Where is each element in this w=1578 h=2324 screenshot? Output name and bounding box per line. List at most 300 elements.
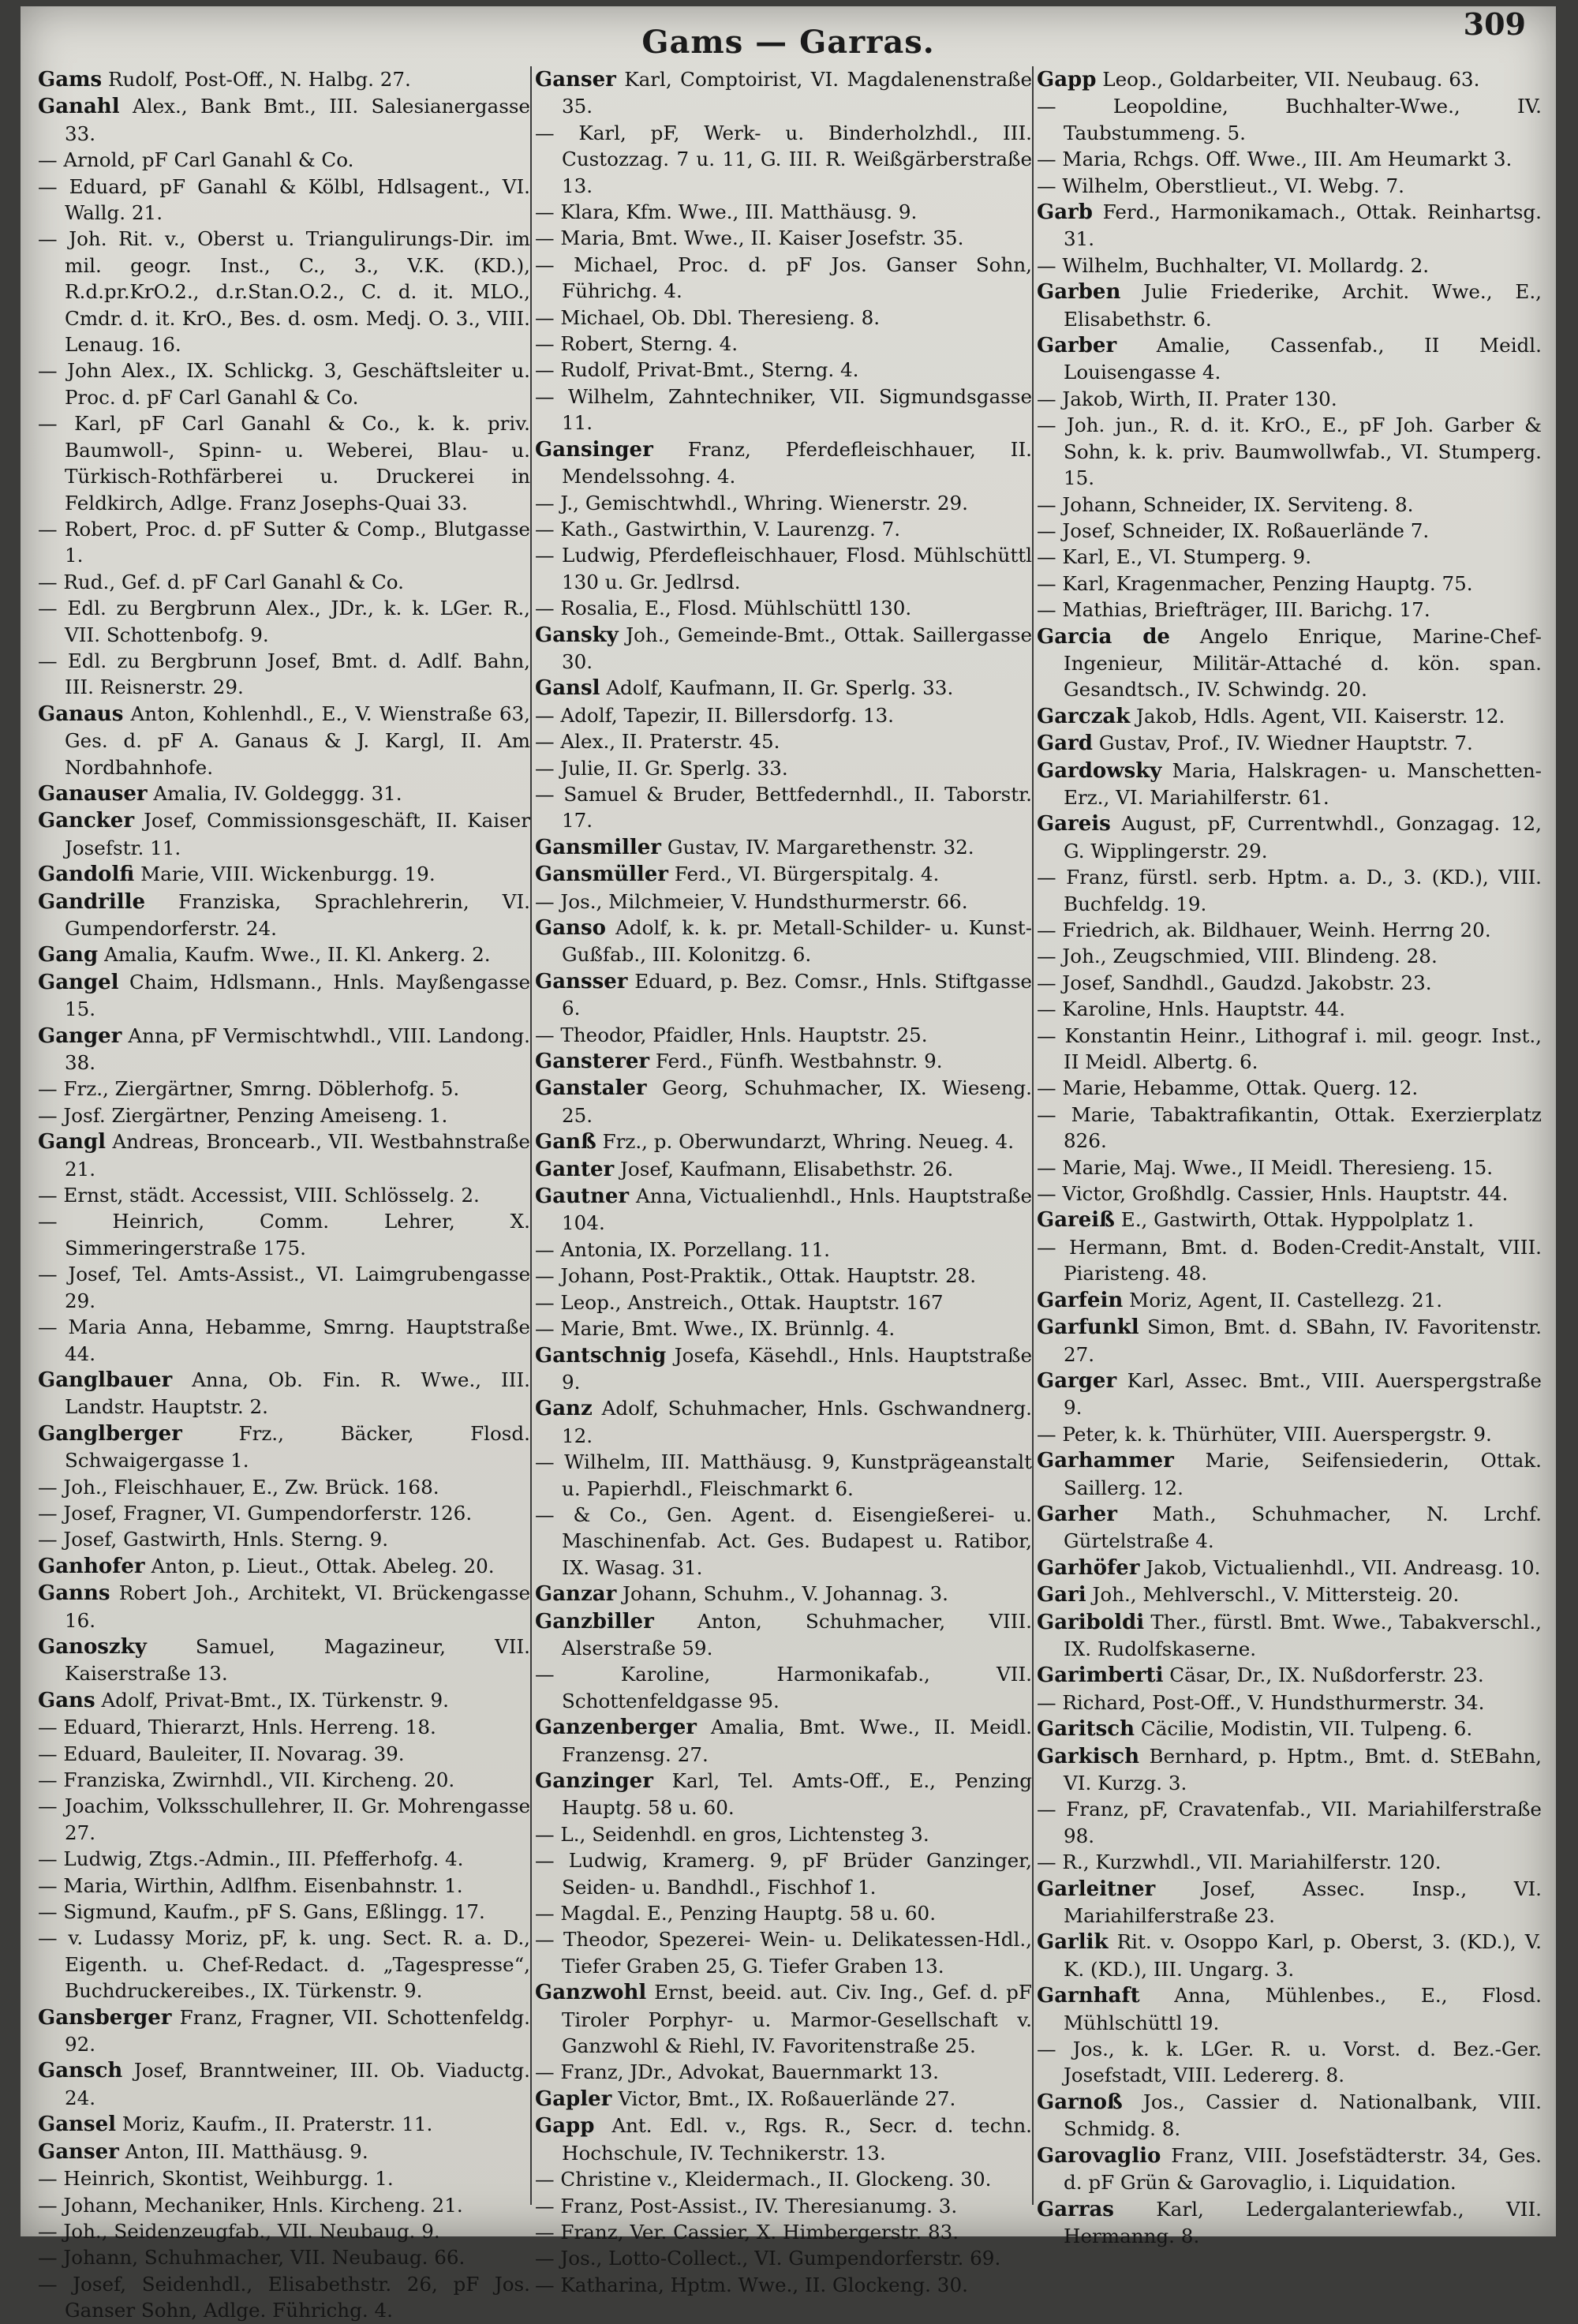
entry-text: — Jos., k. k. LGer. R. u. Vorst. d. Bez.-Ger. Josefstadt, VIII. Ledererg. 8. (1037, 2038, 1542, 2087)
entry-text: — Maria Anna, Hebamme, Smrng. Hauptstraße 44. (38, 1315, 530, 1365)
entry-text: Alex., Bank Bmt., III. Salesianergasse 33. (65, 95, 530, 145)
directory-entry (1037, 492, 1542, 518)
page-number: 309 (1463, 6, 1526, 42)
directory-entry (38, 969, 530, 1023)
entry-text: — Theodor, Spezerei- Wein- u. Delikatessen-Hdl., Tiefer Graben 25, G. Tiefer Graben 13. (535, 1928, 1032, 1978)
entry-text: Anton, Kohlenhdl., E., V. Wienstraße 63, Ges. d. pF A. Ganaus & J. Kargl, II. Am Nordbahnhofe. (65, 702, 530, 779)
directory-entry (1037, 1421, 1542, 1447)
entry-surname: Ganzbiller (535, 1609, 654, 1634)
entry-text: — Christine v., Kleidermach., II. Glockeng. 30. (535, 2168, 992, 2191)
directory-entry (38, 2271, 530, 2324)
entry-text: — Julie, II. Gr. Sperlg. 33. (535, 756, 788, 780)
entry-text: — Wilhelm, III. Matthäusg. 9, Kunstprägeanstalt u. Papierhdl., Fleischmarkt 6. (535, 1450, 1032, 1500)
entry-surname: Gardowsky (1037, 758, 1162, 783)
entry-surname: Gandrille (38, 889, 146, 914)
directory-entry (535, 1022, 1032, 1048)
entry-surname: Garfein (1037, 1288, 1124, 1312)
entry-text: Jakob, Victualienhdl., VII. Andreasg. 10. (1146, 1555, 1541, 1579)
directory-entry (1037, 1929, 1542, 1982)
directory-entry (535, 1821, 1032, 1847)
directory-entry (38, 2004, 530, 2058)
entry-text: — Arnold, pF Carl Ganahl & Co. (38, 148, 354, 172)
entry-surname: Garitsch (1037, 1717, 1135, 1742)
entry-text: Franz, Fragner, VII. Schottenfeldg. 92. (65, 2005, 530, 2056)
entry-text: Robert Joh., Architekt, VI. Brückengasse 16. (65, 1581, 530, 1632)
entry-surname: Ganzenberger (535, 1716, 697, 1740)
entry-text: Jakob, Hdls. Agent, VII. Kaiserstr. 12. (1136, 704, 1505, 728)
entry-surname: Garnhaft (1037, 1984, 1140, 2008)
entry-text: — Franz, pF, Cravatenfab., VII. Mariahilferstraße 98. (1037, 1798, 1542, 1847)
entry-surname: Ganter (535, 1157, 615, 1181)
entry-text: — Josef, Tel. Amts-Assist., VI. Laimgrubengasse 29. (38, 1263, 530, 1312)
entry-surname: Gangel (38, 970, 119, 994)
directory-entry (38, 2139, 530, 2165)
entry-text: Karl, Comptoirist, VI. Magdalenenstraße 35. (562, 68, 1032, 118)
directory-entry (1037, 1690, 1542, 1716)
entry-text: Joh., Gemeinde-Bmt., Ottak. Saillergasse 30. (562, 623, 1032, 673)
entry-text: Gustav, IV. Margarethenstr. 32. (667, 835, 974, 859)
directory-entry (535, 2166, 1032, 2192)
entry-text: Franziska, Sprachlehrerin, VI. Gumpendorferstr. 24. (65, 889, 530, 940)
entry-surname: Ganoszky (38, 1634, 147, 1659)
directory-entry (38, 1102, 530, 1128)
directory-entry (535, 595, 1032, 621)
entry-surname: Garczak (1037, 704, 1131, 728)
directory-entry (1037, 1102, 1542, 1155)
entry-text: Amalie, Cassenfab., II Meidl. Louisengasse 4. (1064, 334, 1542, 384)
entry-text: Ernst, beeid. aut. Civ. Ing., Gef. d. pF Tiroler Porphyr- u. Marmor-Gesellschaft v. Ganzwohl & Riehl, IV. Favoritenstraße 25. (562, 1981, 1032, 2058)
entry-text: — Konstantin Heinr., Lithograf i. mil. geogr. Inst., II Meidl. Albertg. 6. (1037, 1024, 1542, 1074)
directory-entry (535, 2086, 1032, 2113)
directory-entry (1037, 1368, 1542, 1421)
directory-entry (38, 1793, 530, 1846)
directory-entry (1037, 1447, 1542, 1501)
directory-entry (38, 66, 530, 93)
entry-surname: Ganzinger (535, 1769, 653, 1793)
directory-entry (38, 226, 530, 357)
entry-surname: Garfunkl (1037, 1315, 1139, 1340)
directory-entry (535, 490, 1032, 516)
entry-text: — Frz., Ziergärtner, Smrng. Döblerhofg. 5. (38, 1077, 460, 1101)
directory-entry (535, 1581, 1032, 1607)
directory-entry (38, 595, 530, 648)
entry-text: Anton, p. Lieut., Ottak. Abeleg. 20. (151, 1554, 495, 1577)
entry-text: Josef, Branntweiner, III. Ob. Viaductg. 24. (65, 2059, 530, 2109)
entry-text: Julie Friederike, Archit. Wwe., E., Elisabethstr. 6. (1064, 280, 1542, 331)
entry-text: Karl, Ledergalanteriewfab., VII. Hermanng. 8. (1064, 2197, 1542, 2247)
directory-entry (1037, 864, 1542, 917)
directory-entry (535, 915, 1032, 968)
entry-surname: Garras (1037, 2197, 1114, 2221)
directory-entry (535, 1315, 1032, 1342)
entry-text: — Josef, Seidenhdl., Elisabethstr. 26, pF Jos. Ganser Sohn, Adlge. Führichg. 4. (38, 2272, 530, 2322)
entry-text: — Rud., Gef. d. pF Carl Ganahl & Co. (38, 570, 405, 593)
entry-text: Angelo Enrique, Marine-Chef-Ingenieur, Militär-Attaché d. kön. span. Gesandtsch., IV. Schwindg. 20. (1064, 624, 1542, 702)
entry-surname: Gams (38, 68, 103, 92)
entry-text: Ant. Edl. v., Rgs. R., Secr. d. techn. Hochschule, IV. Technikerstr. 13. (562, 2114, 1032, 2165)
entry-text: — Rudolf, Privat-Bmt., Sterng. 4. (535, 358, 859, 382)
directory-entry (535, 516, 1032, 542)
column-3 (1037, 66, 1542, 2247)
directory-entry (1037, 810, 1542, 864)
entry-text: Andreas, Broncearb., VII. Westbahnstraße 21. (65, 1130, 530, 1181)
entry-surname: Gansky (535, 623, 619, 647)
directory-entry (38, 1500, 530, 1526)
entry-text: Victor, Bmt., IX. Roßauerlände 27. (618, 2086, 956, 2110)
directory-entry (1037, 1796, 1542, 1849)
entry-surname: Gariboldi (1037, 1610, 1145, 1634)
directory-entry (1037, 996, 1542, 1022)
entry-text: — Michael, Proc. d. pF Jos. Ganser Sohn, Führichg. 4. (535, 253, 1032, 303)
directory-entry (38, 1767, 530, 1793)
entry-text: August, pF, Currentwhdl., Gonzagag. 12, G. Wipplingerstr. 29. (1064, 812, 1542, 863)
directory-entry (38, 410, 530, 516)
directory-entry (1037, 544, 1542, 570)
directory-entry (1037, 943, 1542, 969)
directory-entry (535, 1900, 1032, 1926)
directory-entry (1037, 1609, 1542, 1663)
entry-text: — Marie, Tabaktrafikantin, Ottak. Exerzierplatz 826. (1037, 1102, 1542, 1153)
directory-entry (535, 2059, 1032, 2085)
entry-text: — Antonia, IX. Porzellang. 11. (535, 1237, 830, 1261)
entry-text: Karl, Assec. Bmt., VIII. Auerspergstraße 9. (1064, 1368, 1542, 1420)
directory-entry (38, 861, 530, 888)
entry-text: Maria, Halskragen- u. Manschetten-Erz., VI. Mariahilferstr. 61. (1064, 758, 1542, 809)
entry-surname: Gareiß (1037, 1208, 1115, 1233)
entry-surname: Gansberger (38, 2005, 172, 2030)
entry-text: Simon, Bmt. d. SBahn, IV. Favoritenstr. 27. (1064, 1315, 1542, 1366)
directory-entry (535, 702, 1032, 728)
entry-text: — Franz, Ver. Cassier, X. Himbergerstr. 83. (535, 2220, 959, 2244)
entry-text: — Eduard, Bauleiter, II. Novarag. 39. (38, 1742, 405, 1765)
entry-surname: Gancker (38, 809, 135, 833)
entry-text: — Joh., Zeugschmied, VIII. Blindeng. 28. (1037, 945, 1438, 968)
entry-text: — Adolf, Tapezir, II. Billersdorfg. 13. (535, 703, 894, 727)
directory-entry (535, 1768, 1032, 1821)
entry-surname: Garnoß (1037, 2090, 1123, 2114)
entry-surname: Garber (1037, 334, 1117, 358)
entry-text: — Karl, Kragenmacher, Penzing Hauptg. 75. (1037, 571, 1473, 595)
directory-entry (1037, 571, 1542, 597)
directory-entry (38, 941, 530, 968)
entry-text: Eduard, p. Bez. Comsr., Hnls. Stiftgasse 6. (562, 969, 1032, 1020)
entry-text: — Robert, Proc. d. pF Sutter & Comp., Blutgasse 1. (38, 517, 530, 567)
entry-text: Amalia, Kaufm. Wwe., II. Kl. Ankerg. 2. (103, 943, 491, 967)
directory-entry (535, 252, 1032, 305)
directory-entry (535, 1342, 1032, 1396)
entry-text: Adolf, Privat-Bmt., IX. Türkenstr. 9. (101, 1688, 449, 1712)
entry-text: Samuel, Magazineur, VII. Kaiserstraße 13. (65, 1634, 530, 1686)
entry-surname: Ganzwohl (535, 1981, 647, 2005)
entry-text: Johann, Schuhm., V. Johannag. 3. (623, 1582, 948, 1606)
entry-text: Frz., p. Oberwundarzt, Whring. Neueg. 4. (602, 1130, 1015, 1154)
column-rule (530, 66, 532, 2205)
directory-entry (38, 1899, 530, 1925)
entry-text: — Karl, pF Carl Ganahl & Co., k. k. priv. Baumwoll-, Spinn- u. Weberei, Blau- u. Türkisch-Rothfärberei u. Druckerei in Feldkirch, Adlge. Franz Josephs-Quai 33. (38, 412, 530, 515)
directory-entry (535, 1048, 1032, 1075)
entry-text: — Joh., Fleischhauer, E., Zw. Brück. 168. (38, 1475, 439, 1499)
entry-text: — Maria, Bmt. Wwe., II. Kaiser Josefstr. 35. (535, 226, 964, 250)
column-2 (535, 66, 1032, 2296)
entry-surname: Gareis (1037, 812, 1111, 836)
entry-surname: Garger (1037, 1368, 1117, 1393)
entry-text: — Joh. jun., R. d. it. KrO., E., pF Joh. Garber & Sohn, k. k. priv. Baumwollwfab., VI. Stumperg. 15. (1037, 414, 1542, 490)
entry-surname: Garb (1037, 200, 1093, 225)
directory-entry (1037, 1501, 1542, 1555)
entry-text: Georg, Schuhmacher, IX. Wieseng. 25. (562, 1076, 1032, 1127)
directory-entry (1037, 1023, 1542, 1076)
entry-text: Chaim, Hdlsmann., Hnls. Mayßengasse 15. (65, 970, 530, 1021)
entry-text: Marie, VIII. Wickenburgg. 19. (140, 863, 436, 886)
entry-text: Amalia, IV. Goldeggg. 31. (153, 781, 402, 805)
directory-entry (38, 1634, 530, 1687)
directory-entry (1037, 412, 1542, 491)
directory-entry (1037, 623, 1542, 703)
directory-entry (1037, 1982, 1542, 2036)
directory-entry (38, 1182, 530, 1208)
directory-entry (535, 305, 1032, 331)
entry-text: — Magdal. E., Penzing Hauptg. 58 u. 60. (535, 1902, 937, 1925)
directory-entry (38, 1873, 530, 1899)
directory-entry (535, 2193, 1032, 2219)
entry-text: Franz, Pferdefleischhauer, II. Mendelssohng. 4. (562, 437, 1032, 488)
directory-entry (1037, 1075, 1542, 1101)
entry-surname: Gansterer (535, 1050, 650, 1074)
directory-entry (38, 1261, 530, 1314)
entry-text: — Richard, Post-Off., V. Hundsthurmerstr. 34. (1037, 1690, 1485, 1714)
entry-surname: Garkisch (1037, 1744, 1140, 1768)
entry-text: Anna, Mühlenbes., E., Flosd. Mühlschüttl 19. (1064, 1984, 1542, 2034)
entry-text: — Rosalia, E., Flosd. Mühlschüttl 130. (535, 597, 912, 620)
directory-entry (535, 2113, 1032, 2166)
directory-entry (1037, 253, 1542, 279)
directory-entry (535, 1608, 1032, 1662)
directory-entry (38, 93, 530, 147)
entry-text: Joh., Mehlverschl., V. Mittersteig. 20. (1092, 1583, 1460, 1607)
entry-text: Anton, Schuhmacher, VIII. Alserstraße 59. (562, 1609, 1032, 1660)
directory-entry (1037, 703, 1542, 730)
entry-text: Amalia, Bmt. Wwe., II. Meidl. Franzensg. 27. (562, 1716, 1032, 1766)
directory-entry (1037, 1155, 1542, 1181)
entry-surname: Gansch (38, 2059, 123, 2083)
entry-text: — Eduard, pF Ganahl & Kölbl, Hdlsagent., VI. Wallg. 21. (38, 174, 530, 225)
directory-entry (1037, 758, 1542, 811)
directory-entry (535, 331, 1032, 357)
entry-surname: Garhammer (1037, 1449, 1174, 1473)
entry-text: — Franz, fürstl. serb. Hptm. a. D., 3. (KD.), VIII. Buchfeldg. 19. (1037, 866, 1542, 915)
directory-entry (1037, 597, 1542, 623)
directory-entry (535, 1926, 1032, 1979)
entry-text: Adolf, Schuhmacher, Hnls. Gschwandnerg. 12. (562, 1397, 1032, 1447)
entry-text: — Theodor, Pfaidler, Hnls. Hauptstr. 25. (535, 1023, 928, 1046)
entry-text: Anton, III. Matthäusg. 9. (125, 2139, 368, 2163)
entry-surname: Gang (38, 943, 99, 967)
directory-entry (1037, 173, 1542, 199)
entry-text: — Leopoldine, Buchhalter-Wwe., IV. Taubstummeng. 5. (1037, 95, 1542, 144)
directory-entry (38, 569, 530, 595)
directory-entry (38, 1687, 530, 1714)
directory-entry (1037, 1743, 1542, 1797)
entry-text: Adolf, k. k. pr. Metall-Schilder- u. Kunst-Gußfab., III. Kolonitzg. 6. (562, 916, 1032, 967)
directory-entry (1037, 917, 1542, 943)
running-head: Gams — Garras. (641, 24, 935, 61)
directory-entry (38, 807, 530, 861)
entry-text: — Wilhelm, Oberstlieut., VI. Webg. 7. (1037, 174, 1404, 197)
directory-entry (1037, 2036, 1542, 2089)
entry-surname: Gansmüller (535, 863, 668, 887)
directory-entry (535, 1661, 1032, 1714)
directory-entry (1037, 1314, 1542, 1368)
directory-entry (38, 1367, 530, 1420)
entry-surname: Garcia de (1037, 624, 1170, 649)
directory-entry (38, 701, 530, 780)
entry-surname: Ganser (535, 68, 616, 92)
entry-text: — John Alex., IX. Schlickg. 3, Geschäftsleiter u. Proc. d. pF Carl Ganahl & Co. (38, 359, 530, 409)
directory-entry (38, 1553, 530, 1580)
directory-entry (38, 2192, 530, 2218)
directory-entry (535, 436, 1032, 490)
directory-entry (535, 1128, 1032, 1155)
entry-surname: Gangl (38, 1130, 107, 1155)
directory-entry (535, 861, 1032, 888)
column-1 (38, 66, 530, 2322)
directory-entry (535, 1075, 1032, 1128)
directory-entry (535, 889, 1032, 915)
directory-entry (535, 542, 1032, 595)
entry-text: — Karl, pF, Werk- u. Binderholzhdl., III. Custozzag. 7 u. 11, G. III. R. Weißgärberstraße 13. (535, 121, 1032, 197)
directory-entry (535, 199, 1032, 225)
directory-entry (1037, 386, 1542, 412)
entry-surname: Garher (1037, 1502, 1117, 1526)
entry-text: — Franz, Post-Assist., IV. Theresianumg. 3. (535, 2194, 958, 2217)
directory-entry (38, 516, 530, 569)
entry-text: Jos., Cassier d. Nationalbank, VIII. Schmidg. 8. (1064, 2090, 1542, 2141)
entry-text: Cäcilie, Modistin, VII. Tulpeng. 6. (1140, 1717, 1473, 1741)
directory-entry (1037, 2196, 1542, 2250)
directory-entry (535, 225, 1032, 251)
entry-text: — Kath., Gastwirthin, V. Laurenzg. 7. (535, 517, 901, 541)
entry-text: Anna, Ob. Fin. R. Wwe., III. Landstr. Hauptstr. 2. (65, 1368, 530, 1419)
entry-surname: Gans (38, 1688, 95, 1712)
entry-text: — Johann, Post-Praktik., Ottak. Hauptstr. 28. (535, 1264, 977, 1288)
directory-entry (38, 2111, 530, 2138)
entry-text: — Marie, Bmt. Wwe., IX. Brünnlg. 4. (535, 1317, 896, 1341)
entry-text: Franz, VIII. Josefstädterstr. 34, Ges. d. pF Grün & Garovaglio, i. Liquidation. (1064, 2143, 1542, 2195)
directory-entry (38, 1208, 530, 1261)
entry-text: Math., Schuhmacher, N. Lrchf. Gürtelstraße 4. (1064, 1502, 1542, 1553)
entry-text: — Joachim, Volksschullehrer, II. Gr. Mohrengasse 27. (38, 1794, 530, 1844)
directory-entry (1037, 2142, 1542, 2196)
directory-entry (38, 2244, 530, 2270)
entry-text: Moriz, Kaufm., II. Praterstr. 11. (122, 2113, 433, 2136)
directory-entry (535, 2219, 1032, 2245)
directory-entry (535, 1449, 1032, 1502)
entry-surname: Gard (1037, 732, 1093, 756)
entry-text: — Joh., Seidenzeugfab., VII. Neubaug. 9. (38, 2219, 440, 2243)
directory-entry (38, 174, 530, 226)
entry-text: — Edl. zu Bergbrunn Josef, Bmt. d. Adlf. Bahn, III. Reisnerstr. 29. (38, 649, 530, 699)
entry-text: — Wilhelm, Buchhalter, VI. Mollardg. 2. (1037, 253, 1430, 277)
entry-text: — Karoline, Harmonikafab., VII. Schottenfeldgasse 95. (535, 1663, 1032, 1712)
directory-entry (38, 780, 530, 807)
entry-text: — Peter, k. k. Thürhüter, VIII. Auerspergstr. 9. (1037, 1422, 1492, 1446)
directory-entry (38, 1076, 530, 1102)
directory-entry (1037, 970, 1542, 996)
entry-text: — Jakob, Wirth, II. Prater 130. (1037, 387, 1337, 410)
entry-surname: Ganaus (38, 702, 124, 726)
directory-entry (535, 1263, 1032, 1289)
entry-text: — Friedrich, ak. Bildhauer, Weinh. Herrng 20. (1037, 919, 1491, 941)
entry-surname: Ganß (535, 1130, 596, 1155)
directory-entry (535, 1847, 1032, 1900)
entry-text: Rudolf, Post-Off., N. Halbg. 27. (108, 68, 411, 91)
directory-entry (1037, 279, 1542, 332)
directory-entry (38, 2165, 530, 2191)
entry-surname: Gapp (535, 2114, 595, 2139)
entry-text: — R., Kurzwhdl., VII. Mariahilferstr. 120. (1037, 1851, 1442, 1874)
entry-text: Rit. v. Osoppo Karl, p. Oberst, 3. (KD.), V. K. (KD.), III. Ungarg. 3. (1064, 1930, 1542, 1981)
directory-entry (38, 1023, 530, 1076)
directory-entry (38, 1846, 530, 1872)
entry-text: — Franziska, Zwirnhdl., VII. Kircheng. 20. (38, 1768, 455, 1791)
entry-text: E., Gastwirth, Ottak. Hyppolplatz 1. (1120, 1208, 1475, 1232)
entry-surname: Gansel (38, 2113, 117, 2137)
directory-entry (535, 622, 1032, 675)
entry-surname: Ganglbauer (38, 1368, 173, 1392)
column-rule (1032, 66, 1034, 2205)
entry-text: — Ludwig, Pferdefleischhauer, Flosd. Mühlschüttl 130 u. Gr. Jedlrsd. (535, 544, 1032, 593)
directory-entry (535, 1979, 1032, 2059)
directory-entry (1037, 146, 1542, 172)
entry-text: — Ludwig, Ztgs.-Admin., III. Pfefferhofg. 4. (38, 1847, 464, 1871)
directory-entry (38, 889, 530, 942)
directory-entry (38, 1714, 530, 1740)
directory-entry (535, 781, 1032, 834)
directory-entry (38, 1420, 530, 1474)
directory-entry (38, 1925, 530, 2004)
directory-entry (535, 1395, 1032, 1449)
page-header (21, 24, 1556, 65)
entry-surname: Gansinger (535, 437, 653, 462)
entry-text: — Johann, Schuhmacher, VII. Neubaug. 66. (38, 2246, 466, 2270)
directory-entry (535, 66, 1032, 120)
directory-entry (535, 1183, 1032, 1237)
directory-entry (1037, 1581, 1542, 1608)
directory-entry (1037, 1181, 1542, 1207)
entry-text: — Hermann, Bmt. d. Boden-Credit-Anstalt, VIII. Piaristeng. 48. (1037, 1235, 1542, 1285)
directory-entry (1037, 1207, 1542, 1233)
entry-text: — Maria, Wirthin, Adlfhm. Eisenbahnstr. 1. (38, 1873, 463, 1897)
entry-surname: Ganstaler (535, 1076, 647, 1101)
directory-entry (1037, 2089, 1542, 2142)
entry-surname: Gandolfi (38, 863, 135, 887)
entry-text: Josef, Kaufmann, Elisabethstr. 26. (620, 1157, 954, 1181)
entry-text: — Klara, Kfm. Wwe., III. Matthäusg. 9. (535, 200, 918, 224)
entry-surname: Ganahl (38, 95, 120, 119)
entry-surname: Gari (1037, 1583, 1086, 1607)
entry-text: — Mathias, Briefträger, III. Barichg. 17. (1037, 598, 1430, 622)
directory-entry (1037, 199, 1542, 253)
entry-surname: Gautner (535, 1184, 630, 1209)
entry-text: — Victor, Großhdlg. Cassier, Hnls. Hauptstr. 44. (1037, 1182, 1509, 1206)
entry-surname: Ganns (38, 1581, 110, 1606)
entry-text: Marie, Seifensiederin, Ottak. Saillerg. 12. (1064, 1449, 1542, 1499)
entry-text: Josef, Commissionsgeschäft, II. Kaiser Josefstr. 11. (65, 809, 530, 859)
entry-text: — Franz, JDr., Advokat, Bauernmarkt 13. (535, 2060, 939, 2084)
directory-entry (38, 1580, 530, 1634)
entry-text: Frz., Bäcker, Flosd. Schwaigergasse 1. (65, 1421, 530, 1473)
directory-entry (1037, 518, 1542, 544)
